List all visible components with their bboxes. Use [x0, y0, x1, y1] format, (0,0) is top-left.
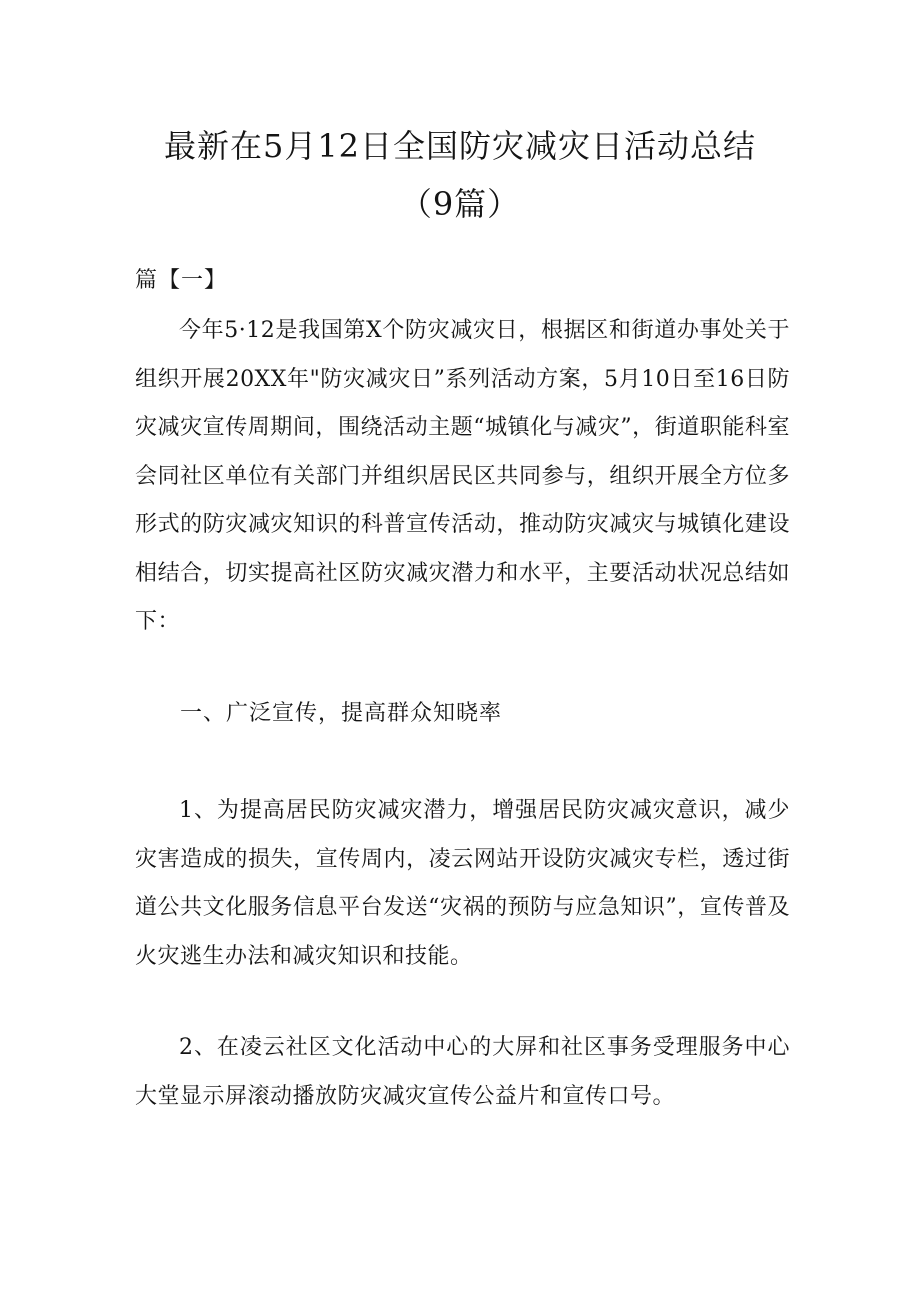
section-label: 篇【一】: [135, 268, 228, 293]
document-title-count: （9篇）: [399, 185, 521, 223]
body-paragraph-2: 2、在凌云社区文化活动中心的大屏和社区事务受理服务中心大堂显示屏滚动播放防灾减灾宣传公益片和宣传口号。: [135, 1035, 790, 1109]
document-title: 最新在5月12日全国防灾减灾日活动总结: [163, 127, 757, 165]
body-paragraph-1: 1、为提高居民防灾减灾潜力，增强居民防灾减灾意识，减少灾害造成的损失，宣传周内，凌云网站开设防灾减灾专栏，透过街道公共文化服务信息平台发送“灾祸的预防与应急知识”，宣传普及火灾逃生办法和减灾知识和技能。: [135, 798, 790, 969]
intro-paragraph: 今年5·12是我国第X个防灾减灾日，根据区和街道办事处关于组织开展20XX年"防灾减灾日”系列活动方案，5月10日至16日防灾减灾宣传周期间，围绕活动主题“城镇化与减灾”，街道职能科室会同社区单位有关部门并组织居民区共同参与，组织开展全方位多形式的防灾减灾知识的科普宣传活动，推动防灾减灾与城镇化建设相结合，切实提高社区防灾减灾潜力和水平，主要活动状况总结如下：: [135, 318, 790, 634]
section-heading: 一、广泛宣传，提高群众知晓率: [180, 701, 503, 726]
